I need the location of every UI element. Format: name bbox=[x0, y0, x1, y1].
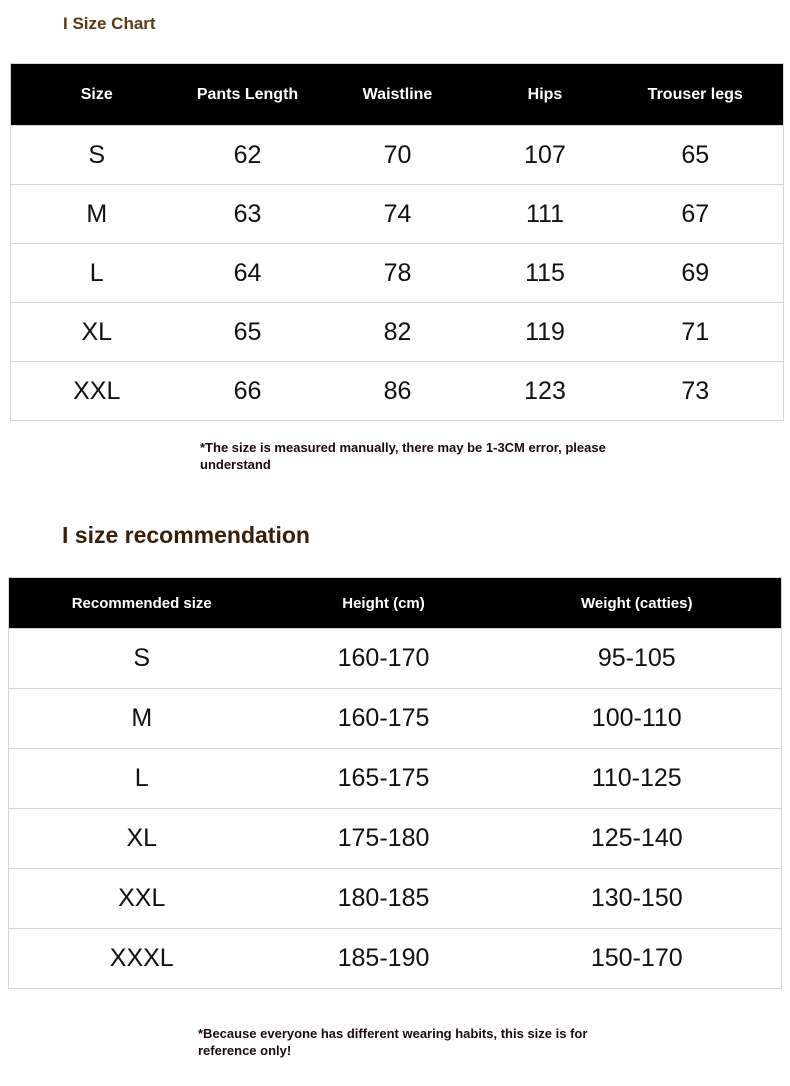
cell-hips: 107 bbox=[483, 126, 608, 185]
header-waistline: Waistline bbox=[313, 64, 483, 126]
header-weight: Weight (catties) bbox=[493, 578, 782, 629]
cell-trouser-legs: 73 bbox=[608, 362, 784, 421]
recommendation-header-row bbox=[9, 578, 782, 629]
cell-height: 175-180 bbox=[275, 809, 493, 869]
cell-waistline: 70 bbox=[313, 126, 483, 185]
table-row bbox=[9, 689, 782, 749]
cell-size: L bbox=[11, 244, 183, 303]
size-recommendation-title: I size recommendation bbox=[62, 522, 310, 548]
cell-waistline: 78 bbox=[313, 244, 483, 303]
cell-height: 180-185 bbox=[275, 869, 493, 929]
table-row bbox=[9, 929, 782, 989]
size-recommendation-note: *Because everyone has different wearing habits, this size is for reference only! bbox=[198, 1026, 588, 1058]
cell-recommended-size: XXL bbox=[9, 869, 275, 929]
cell-hips: 115 bbox=[483, 244, 608, 303]
cell-size: S bbox=[11, 126, 183, 185]
cell-waistline: 74 bbox=[313, 185, 483, 244]
cell-weight: 125-140 bbox=[493, 809, 782, 869]
cell-pants-length: 62 bbox=[183, 126, 313, 185]
cell-weight: 95-105 bbox=[493, 629, 782, 689]
cell-recommended-size: S bbox=[9, 629, 275, 689]
cell-recommended-size: M bbox=[9, 689, 275, 749]
cell-hips: 111 bbox=[483, 185, 608, 244]
table-row bbox=[11, 244, 784, 303]
table-row bbox=[11, 126, 784, 185]
cell-weight: 150-170 bbox=[493, 929, 782, 989]
header-recommended-size: Recommended size bbox=[9, 578, 275, 629]
table-row bbox=[11, 362, 784, 421]
cell-size: M bbox=[11, 185, 183, 244]
size-chart-note: *The size is measured manually, there may be 1-3CM error, please understand bbox=[200, 440, 606, 472]
cell-weight: 100-110 bbox=[493, 689, 782, 749]
cell-trouser-legs: 71 bbox=[608, 303, 784, 362]
table-row bbox=[11, 303, 784, 362]
cell-size: XXL bbox=[11, 362, 183, 421]
table-row bbox=[11, 185, 784, 244]
table-row bbox=[9, 809, 782, 869]
cell-pants-length: 63 bbox=[183, 185, 313, 244]
table-row bbox=[9, 869, 782, 929]
cell-pants-length: 64 bbox=[183, 244, 313, 303]
cell-height: 185-190 bbox=[275, 929, 493, 989]
cell-recommended-size: L bbox=[9, 749, 275, 809]
cell-size: XL bbox=[11, 303, 183, 362]
header-pants-length: Pants Length bbox=[183, 64, 313, 126]
cell-recommended-size: XL bbox=[9, 809, 275, 869]
cell-waistline: 86 bbox=[313, 362, 483, 421]
cell-hips: 123 bbox=[483, 362, 608, 421]
cell-waistline: 82 bbox=[313, 303, 483, 362]
header-height: Height (cm) bbox=[275, 578, 493, 629]
table-row bbox=[9, 629, 782, 689]
cell-trouser-legs: 67 bbox=[608, 185, 784, 244]
size-recommendation-table bbox=[8, 577, 782, 989]
cell-pants-length: 66 bbox=[183, 362, 313, 421]
table-row bbox=[9, 749, 782, 809]
cell-weight: 130-150 bbox=[493, 869, 782, 929]
cell-trouser-legs: 69 bbox=[608, 244, 784, 303]
cell-hips: 119 bbox=[483, 303, 608, 362]
header-trouser-legs: Trouser legs bbox=[608, 64, 784, 126]
cell-recommended-size: XXXL bbox=[9, 929, 275, 989]
cell-weight: 110-125 bbox=[493, 749, 782, 809]
header-size: Size bbox=[11, 64, 183, 126]
cell-height: 165-175 bbox=[275, 749, 493, 809]
cell-trouser-legs: 65 bbox=[608, 126, 784, 185]
cell-height: 160-170 bbox=[275, 629, 493, 689]
size-chart-table bbox=[10, 63, 784, 421]
size-chart-title: I Size Chart bbox=[63, 14, 156, 33]
size-chart-header-row bbox=[11, 64, 784, 126]
cell-pants-length: 65 bbox=[183, 303, 313, 362]
cell-height: 160-175 bbox=[275, 689, 493, 749]
header-hips: Hips bbox=[483, 64, 608, 126]
